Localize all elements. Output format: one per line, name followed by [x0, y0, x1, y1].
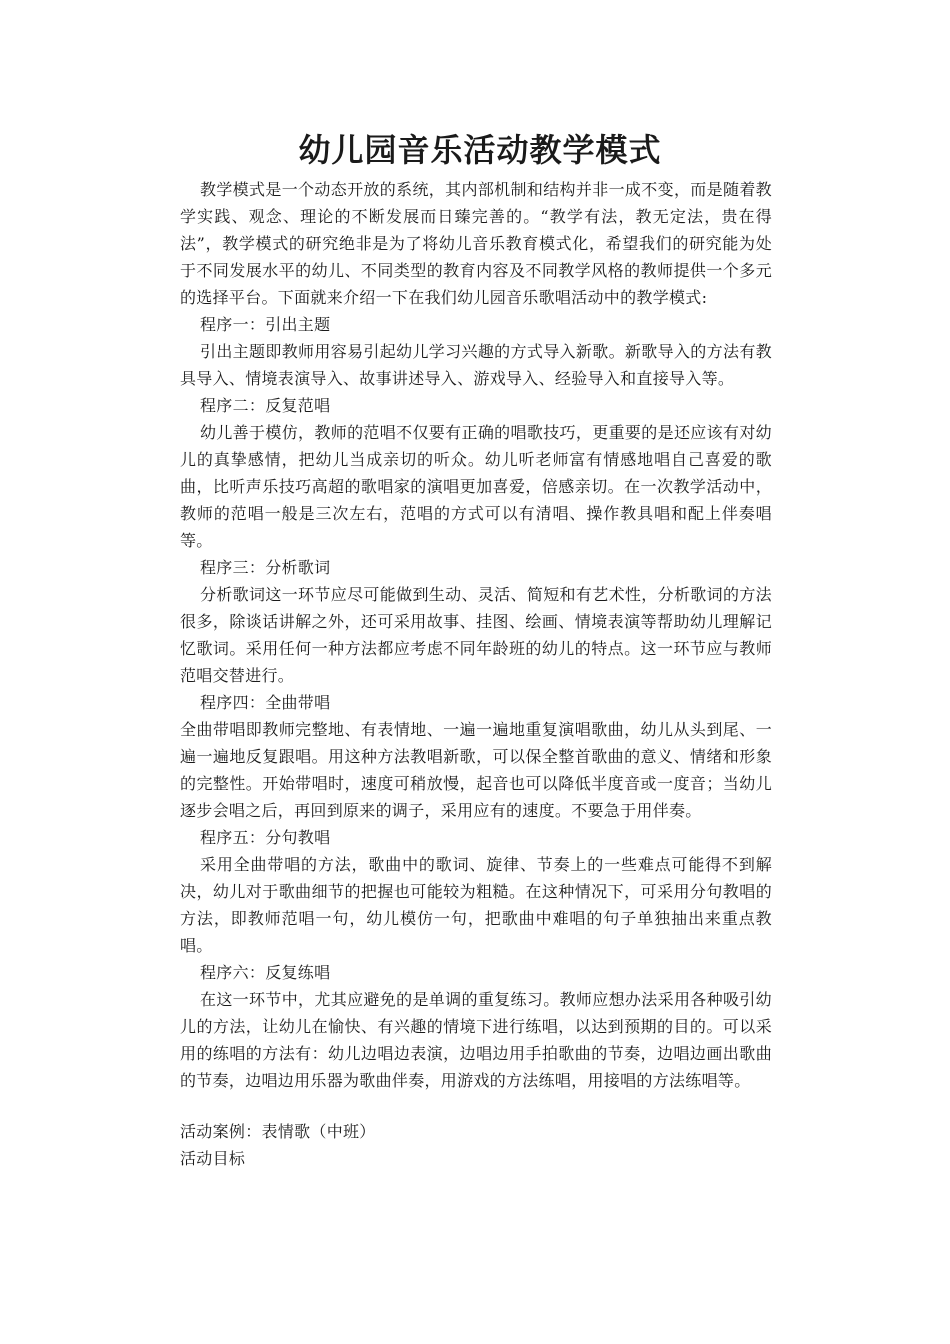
- step-1-paragraph: 引出主题即教师用容易引起幼儿学习兴趣的方式导入新歌。新歌导入的方法有教具导入、情境表演导入、故事讲述导入、游戏导入、经验导入和直接导入等。: [180, 342, 772, 388]
- document-page: [180, 128, 772, 1172]
- step-6-heading: 程序六：反复练唱: [200, 963, 331, 982]
- document-body: [180, 176, 772, 1172]
- step-5-paragraph: 采用全曲带唱的方法，歌曲中的歌词、旋律、节奏上的一些难点可能得不到解决，幼儿对于歌曲细节的把握也可能较为粗糙。在这种情况下，可采用分句教唱的方法，即教师范唱一句，幼儿模仿一句，把歌曲中难唱的句子单独抽出来重点教唱。: [180, 855, 772, 955]
- intro-paragraph: 教学模式是一个动态开放的系统，其内部机制和结构并非一成不变，而是随着教学实践、观念、理论的不断发展而日臻完善的。“教学有法，教无定法，贵在得法”，教学模式的研究绝非是为了将幼儿音乐教育模式化，希望我们的研究能为处于不同发展水平的幼儿、不同类型的教育内容及不同教学风格的教师提供一个多元的选择平台。下面就来介绍一下在我们幼儿园音乐歌唱活动中的教学模式:: [180, 180, 772, 307]
- objectives-heading: 活动目标: [180, 1149, 246, 1168]
- step-5-heading: 程序五：分句教唱: [200, 828, 331, 847]
- step-2-paragraph: 幼儿善于模仿，教师的范唱不仅要有正确的唱歌技巧，更重要的是还应该有对幼儿的真挚感情，把幼儿当成亲切的听众。幼儿听老师富有情感地唱自己喜爱的歌曲，比听声乐技巧高超的歌唱家的演唱更加喜爱，倍感亲切。在一次教学活动中，教师的范唱一般是三次左右，范唱的方式可以有清唱、操作教具唱和配上伴奏唱等。: [180, 423, 772, 550]
- section-spacer: [180, 1094, 772, 1118]
- step-3-heading: 程序三：分析歌词: [200, 558, 331, 577]
- step-6-paragraph: 在这一环节中，尤其应避免的是单调的重复练习。教师应想办法采用各种吸引幼儿的方法，让幼儿在愉快、有兴趣的情境下进行练唱，以达到预期的目的。可以采用的练唱的方法有：幼儿边唱边表演，边唱边用手拍歌曲的节奏，边唱边画出歌曲的节奏，边唱边用乐器为歌曲伴奏，用游戏的方法练唱，用接唱的方法练唱等。: [180, 990, 772, 1090]
- step-4-paragraph: 全曲带唱即教师完整地、有表情地、一遍一遍地重复演唱歌曲，幼儿从头到尾、一遍一遍地反复跟唱。用这种方法教唱新歌，可以保全整首歌曲的意义、情绪和形象的完整性。开始带唱时，速度可稍放慢，起音也可以降低半度音或一度音；当幼儿逐步会唱之后，再回到原来的调子，采用应有的速度。不要急于用伴奏。: [180, 720, 772, 820]
- step-2-heading: 程序二：反复范唱: [200, 396, 331, 415]
- step-1-heading: 程序一：引出主题: [200, 315, 331, 334]
- step-4-heading: 程序四：全曲带唱: [200, 693, 331, 712]
- step-3-paragraph: 分析歌词这一环节应尽可能做到生动、灵活、简短和有艺术性，分析歌词的方法很多，除谈话讲解之外，还可采用故事、挂图、绘画、情境表演等帮助幼儿理解记忆歌词。采用任何一种方法都应考虑不同年龄班的幼儿的特点。这一环节应与教师范唱交替进行。: [180, 585, 772, 685]
- page-title: 幼儿园音乐活动教学模式: [298, 131, 662, 169]
- case-heading: 活动案例：表情歌（中班）: [180, 1122, 376, 1141]
